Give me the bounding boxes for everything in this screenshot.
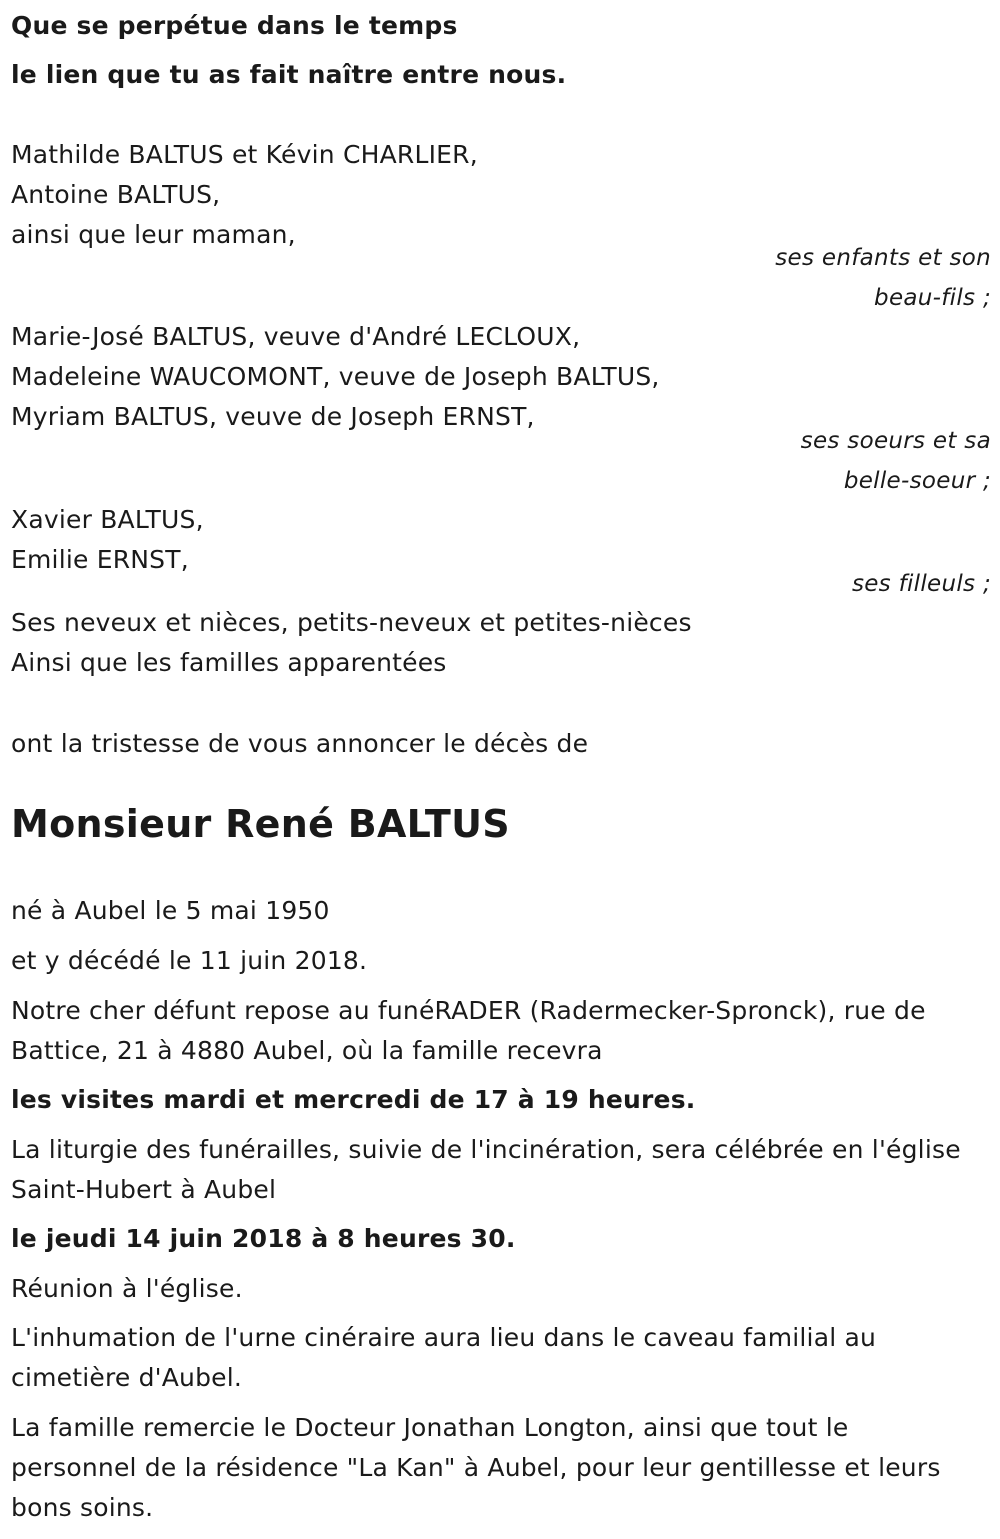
birth-info: né à Aubel le 5 mai 1950 <box>11 896 330 925</box>
godchildren-relation: ses filleuls ; <box>851 571 991 597</box>
relatives-line-2: Ainsi que les familles apparentées <box>11 648 447 677</box>
repose-line-1: Notre cher défunt repose au funéRADER (Radermecker-Spronck), rue de <box>11 996 926 1025</box>
repose-line-2: Battice, 21 à 4880 Aubel, où la famille recevra <box>11 1036 603 1065</box>
deceased-name: Monsieur René BALTUS <box>11 802 510 846</box>
ceremony-date: le jeudi 14 juin 2018 à 8 heures 30. <box>11 1224 516 1253</box>
child-name: ainsi que leur maman, <box>11 220 296 249</box>
announcement-text: ont la tristesse de vous annoncer le décès de <box>11 729 589 758</box>
liturgy-line-2: Saint-Hubert à Aubel <box>11 1175 277 1204</box>
children-relation-line-2: beau-fils ; <box>874 285 991 311</box>
thanks-line-3: bons soins. <box>11 1493 154 1522</box>
thanks-line-2: personnel de la résidence "La Kan" à Aubel, pour leur gentillesse et leurs <box>11 1453 941 1482</box>
visits-info: les visites mardi et mercredi de 17 à 19 heures. <box>11 1085 696 1114</box>
children-relation-line-1: ses enfants et son <box>775 245 991 271</box>
relatives-line-1: Ses neveux et nièces, petits-neveux et petites-nièces <box>11 608 692 637</box>
burial-line-2: cimetière d'Aubel. <box>11 1363 243 1392</box>
burial-line-1: L'inhumation de l'urne cinéraire aura lieu dans le caveau familial au <box>11 1323 877 1352</box>
siblings-relation-line-1: ses soeurs et sa <box>800 428 991 454</box>
godchild-name: Emilie ERNST, <box>11 545 189 574</box>
epigraph-line-2: le lien que tu as fait naître entre nous. <box>11 60 567 89</box>
sibling-name: Myriam BALTUS, veuve de Joseph ERNST, <box>11 402 535 431</box>
epigraph-line-1: Que se perpétue dans le temps <box>11 11 458 40</box>
death-info: et y décédé le 11 juin 2018. <box>11 946 368 975</box>
child-name: Mathilde BALTUS et Kévin CHARLIER, <box>11 140 478 169</box>
liturgy-line-1: La liturgie des funérailles, suivie de l'incinération, sera célébrée en l'église <box>11 1135 961 1164</box>
child-name: Antoine BALTUS, <box>11 180 221 209</box>
sibling-name: Marie-José BALTUS, veuve d'André LECLOUX, <box>11 322 581 351</box>
siblings-relation-line-2: belle-soeur ; <box>843 468 991 494</box>
sibling-name: Madeleine WAUCOMONT, veuve de Joseph BALTUS, <box>11 362 660 391</box>
godchild-name: Xavier BALTUS, <box>11 505 204 534</box>
thanks-line-1: La famille remercie le Docteur Jonathan Longton, ainsi que tout le <box>11 1413 849 1442</box>
meeting-info: Réunion à l'église. <box>11 1274 243 1303</box>
